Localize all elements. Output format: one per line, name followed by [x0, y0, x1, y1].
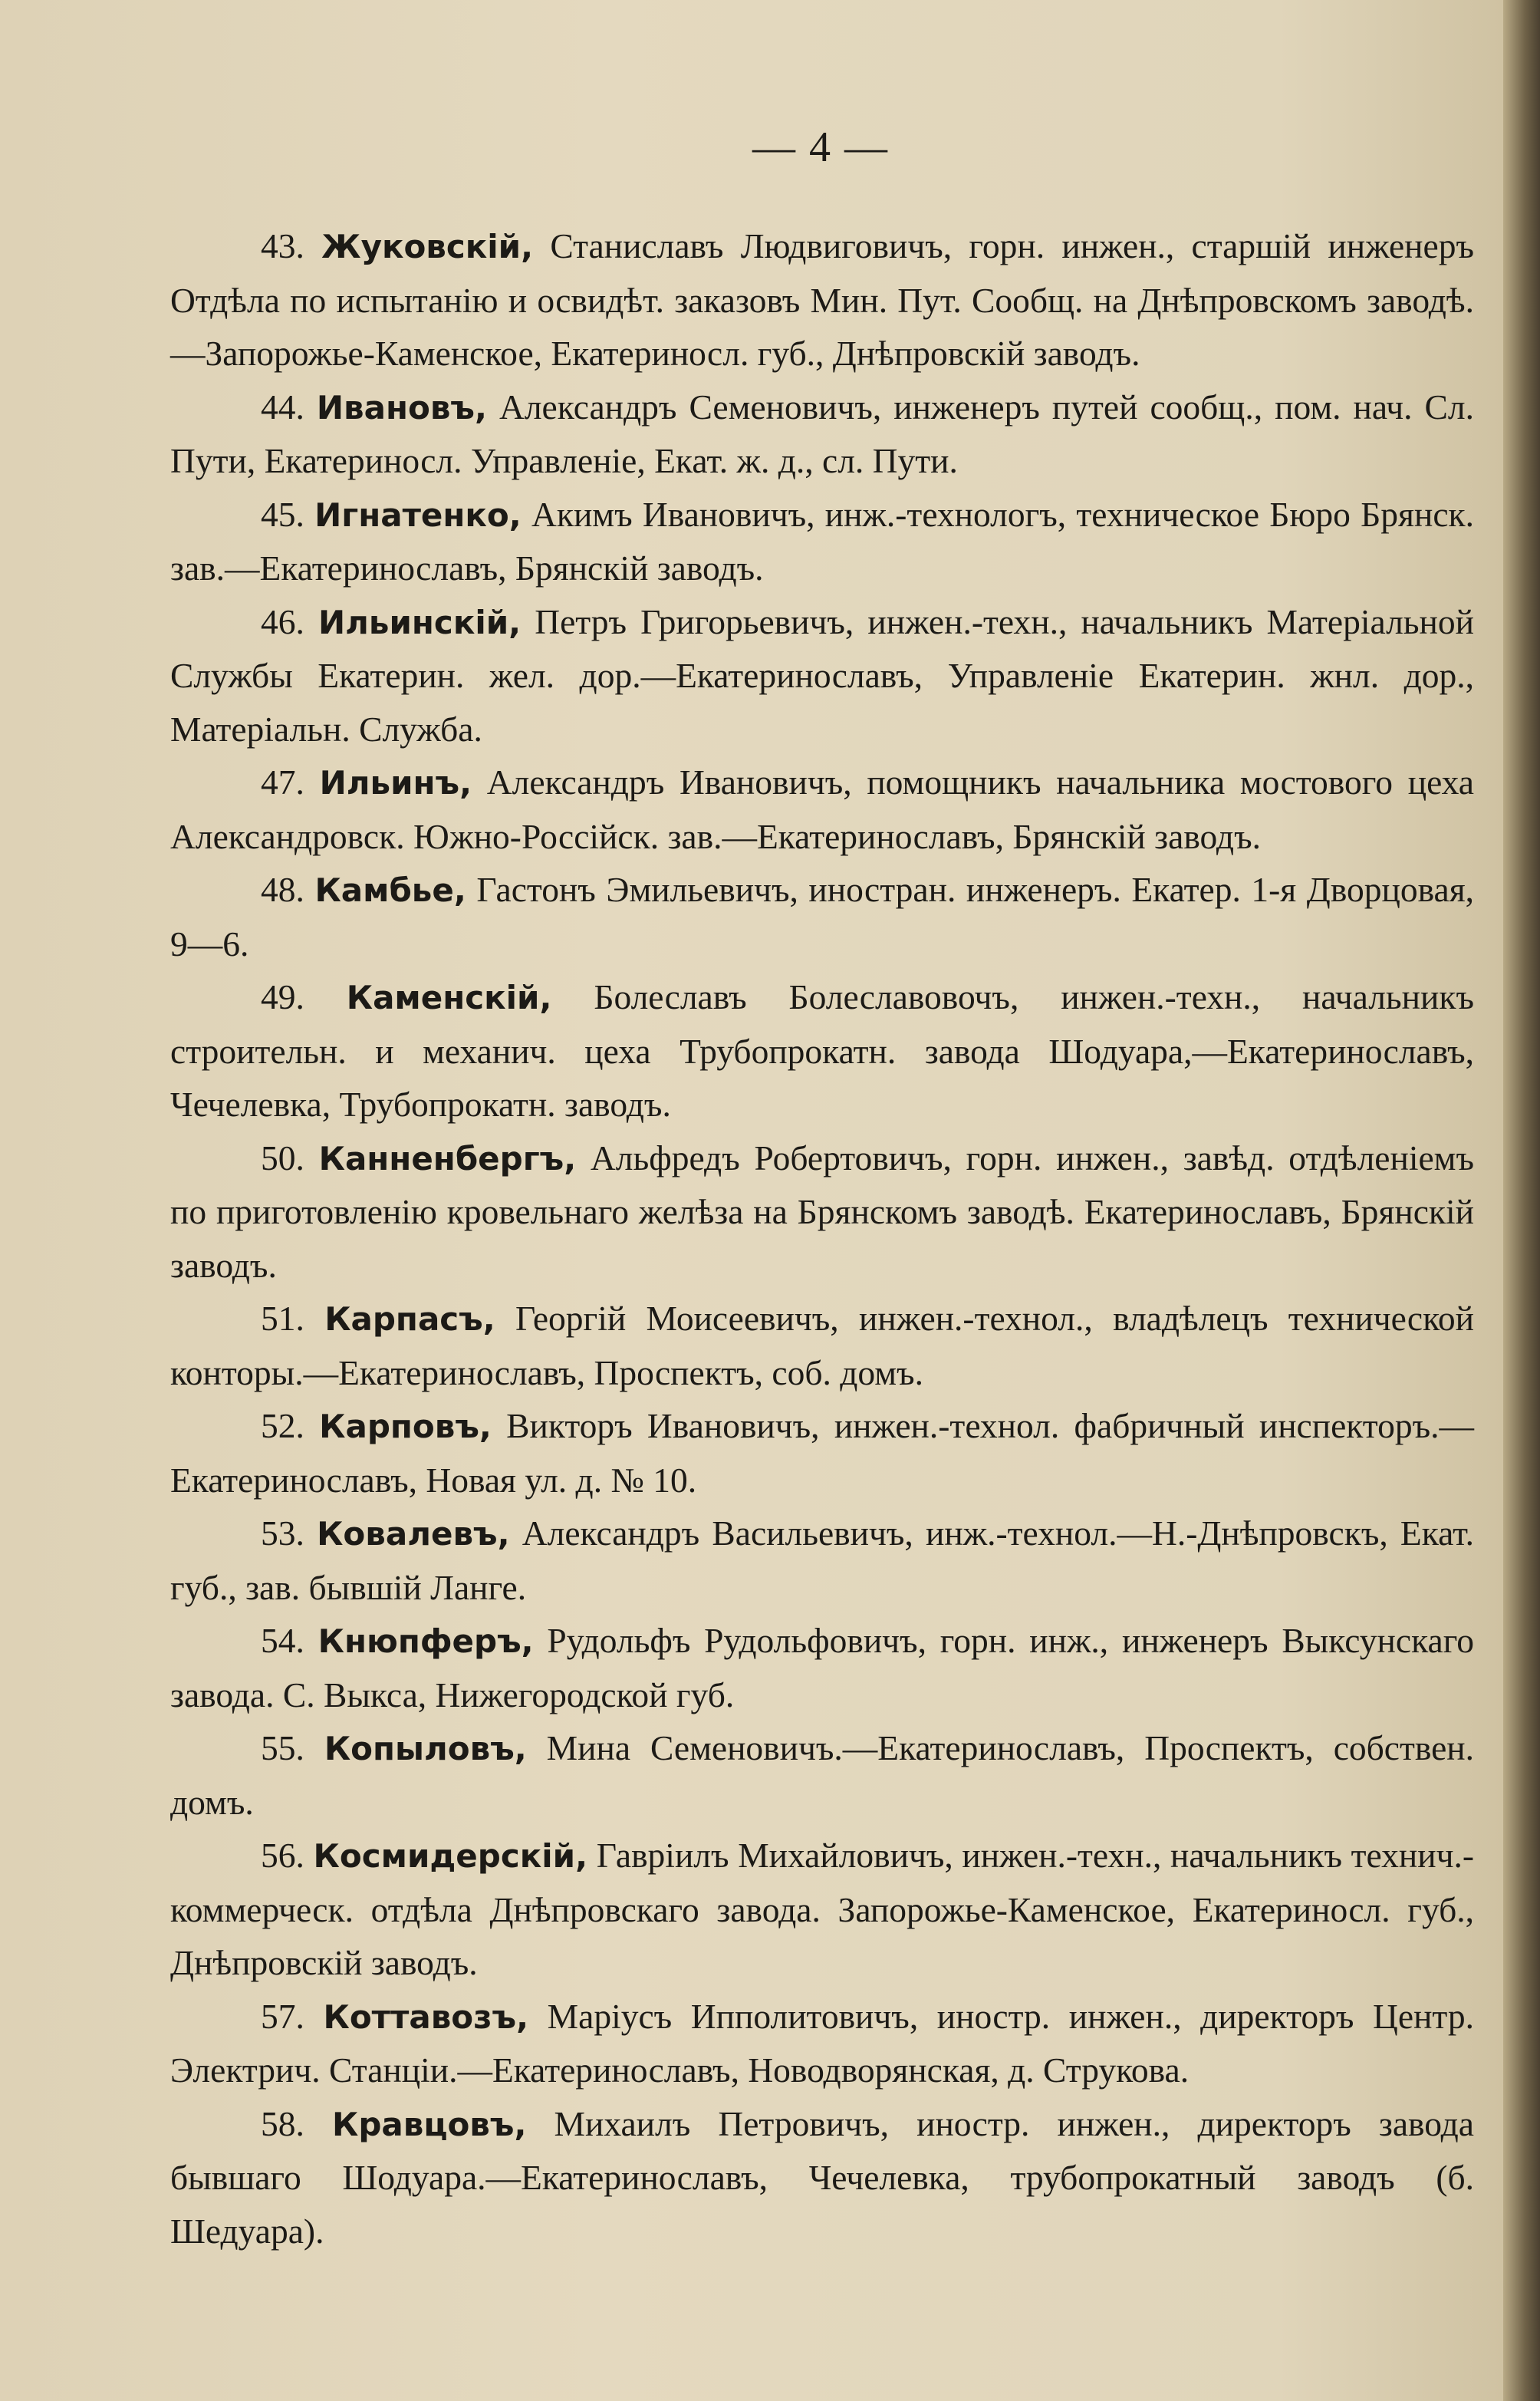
- list-item: [170, 1614, 1474, 1721]
- page-number: — 4 —: [752, 124, 889, 171]
- entry-text: Гавріилъ Михайловичъ, инжен.-техн., начальникъ технич.-коммерческ. отдѣла Днѣпровскаго завода. Запорожье-Каменское, Екатериносл. губ., Днѣпровскій заводъ.: [170, 1836, 1475, 1982]
- entry-surname: Кнюпферъ,: [318, 1622, 534, 1660]
- entry-text: Михаилъ Петровичъ, иностр. инжен., директоръ завода бывшаго Шодуара.—Екатеринославъ, Чечелевка, трубопрокатный заводъ (б. Шедуара).: [170, 2103, 1474, 2251]
- list-item: [170, 595, 1474, 756]
- entry-text: Александръ Васильевичъ, инж.-технол.—Н.-Днѣпровскъ, Екат. губ., зав. бывшій Ланге.: [170, 1513, 1474, 1607]
- entry-number: 58.: [261, 2103, 304, 2143]
- entry-text: Георгій Моисеевичъ, инжен.-технол., владѣлецъ технической конторы.—Екатеринославъ, Проспектъ, соб. домъ.: [170, 1299, 1475, 1392]
- list-item: [170, 2097, 1474, 2258]
- list-item: [170, 863, 1474, 970]
- entry-text: Гастонъ Эмильевичъ, иностран. инженеръ. Екатер. 1-я Дворцовая, 9—6.: [170, 870, 1474, 963]
- entry-number: 50.: [261, 1138, 304, 1177]
- entry-number: 44.: [261, 387, 304, 427]
- entry-surname: Ильинскій,: [318, 603, 522, 641]
- entry-number: 43.: [261, 226, 304, 265]
- entry-text: Александръ Семеновичъ, инженеръ путей сообщ., пом. нач. Сл. Пути, Екатериносл. Управленіе, Екат. ж. д., сл. Пути.: [170, 387, 1474, 480]
- entry-number: 49.: [261, 977, 304, 1016]
- entry-surname: Жуковскій,: [321, 228, 534, 265]
- entry-number: 55.: [261, 1728, 304, 1767]
- entry-text: Рудольфъ Рудольфовичъ, горн. инж., инженеръ Выксунскаго завода. С. Выкса, Нижегородской губ.: [170, 1621, 1474, 1714]
- entry-surname: Игнатенко,: [314, 496, 522, 534]
- entry-text: Альфредъ Робертовичъ, горн. инжен., завѣд. отдѣленіемъ по приготовленію кровельнаго желѣза на Брянскомъ заводѣ. Екатеринославъ, Брянскій заводъ.: [170, 1138, 1475, 1285]
- entry-text: Александръ Ивановичъ, помощникъ начальника мостового цеха Александровск. Южно-Россійск. зав.—Екатеринославъ, Брянскій заводъ.: [170, 762, 1475, 856]
- entry-surname: Ильинъ,: [319, 764, 472, 802]
- entry-number: 54.: [261, 1621, 304, 1660]
- entry-number: 53.: [261, 1513, 304, 1553]
- list-item: [170, 970, 1474, 1131]
- entry-list: [170, 219, 1474, 2258]
- entry-surname: Камбье,: [314, 871, 466, 909]
- entry-text: Маріусъ Ипполитовичъ, иностр. инжен., директоръ Центр. Электрич. Станціи.—Екатеринославъ, Новодворянская, д. Струкова.: [170, 1996, 1475, 2090]
- entry-surname: Каменскій,: [346, 979, 552, 1016]
- list-item: [170, 1990, 1474, 2097]
- entry-text: Болеславъ Болеславовочъ, инжен.-техн., начальникъ строительн. и механич. цеха Трубопрокатн. завода Шодуара,—Екатеринославъ, Чечелевка, Трубопрокатн. заводъ.: [170, 977, 1474, 1124]
- list-item: [170, 219, 1474, 380]
- entry-surname: Ковалевъ,: [317, 1515, 510, 1553]
- entry-surname: Космидерскій,: [313, 1837, 588, 1875]
- entry-text: Петръ Григорьевичъ, инжен.-техн., начальникъ Матеріальной Службы Екатерин. жел. дор.—Екатеринославъ, Управленіе Екатерин. жнл. дор., Матеріальн. Служба.: [170, 601, 1474, 749]
- entry-surname: Кравцовъ,: [332, 2105, 527, 2143]
- entry-surname: Карпасъ,: [324, 1300, 495, 1338]
- list-item: [170, 1507, 1474, 1614]
- list-item: [170, 1829, 1474, 1990]
- entry-number: 51.: [261, 1299, 304, 1338]
- entry-number: 48.: [261, 870, 304, 909]
- list-item: [170, 1131, 1474, 1293]
- list-item: [170, 1721, 1474, 1829]
- list-item: [170, 488, 1474, 595]
- entry-surname: Ивановъ,: [316, 388, 487, 427]
- list-item: [170, 756, 1474, 863]
- entry-text: Станиславъ Людвиговичъ, горн. инжен., старшій инженеръ Отдѣла по испытанію и освидѣт. заказовъ Мин. Пут. Сообщ. на Днѣпровскомъ заводѣ.—Запорожье-Каменское, Екатериносл. губ., Днѣпровскій заводъ.: [170, 226, 1474, 373]
- list-item: [170, 1292, 1474, 1399]
- list-item: [170, 1399, 1474, 1507]
- book-spine: [1503, 0, 1540, 2401]
- entry-number: 45.: [261, 494, 304, 534]
- entry-number: 46.: [261, 601, 304, 641]
- entry-number: 57.: [261, 1996, 304, 2036]
- list-item: [170, 380, 1474, 488]
- entry-text: Мина Семеновичъ.—Екатеринославъ, Проспектъ, собствен. домъ.: [170, 1728, 1475, 1822]
- entry-text: Акимъ Ивановичъ, инж.-технологъ, техническое Бюро Брянск. зав.—Екатеринославъ, Брянскій заводъ.: [170, 494, 1474, 588]
- entry-text: Викторъ Ивановичъ, инжен.-технол. фабричный инспекторъ.—Екатеринославъ, Новая ул. д. № 10.: [170, 1406, 1474, 1500]
- entry-number: 47.: [261, 762, 304, 802]
- entry-number: 52.: [261, 1406, 304, 1445]
- entry-surname: Коттавозъ,: [323, 1998, 529, 2036]
- entry-surname: Карповъ,: [319, 1408, 492, 1445]
- entry-surname: Копыловъ,: [324, 1730, 527, 1767]
- entry-surname: Канненбергъ,: [318, 1139, 577, 1177]
- entry-number: 56.: [261, 1836, 304, 1875]
